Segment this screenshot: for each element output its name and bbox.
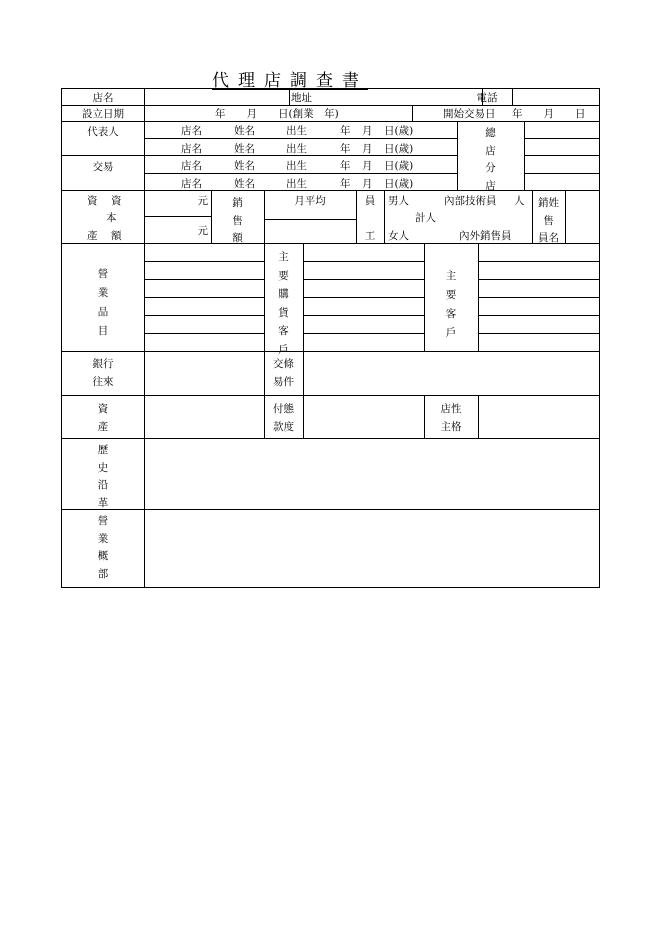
- sales-staff-name-label: 銷姓 售 員名: [538, 197, 559, 244]
- assets-label: 資 產: [97, 403, 109, 433]
- head-branch-label: 總 店 分 店: [485, 127, 496, 192]
- female-label: 女人: [388, 230, 409, 242]
- main-customers-label: 主 要 客 戶: [445, 270, 457, 339]
- outside-sales-label: 內外銷售員: [459, 230, 512, 242]
- start-trade-date-label: 開始交易日: [443, 108, 496, 120]
- assets-unit: 元: [197, 225, 208, 237]
- established-date-label: 設立日期: [82, 108, 124, 120]
- address-label: 地址: [291, 92, 312, 104]
- document-title: 代理店調查書: [212, 71, 368, 91]
- internal-tech-label: 內部技術員: [444, 195, 497, 207]
- history-label: 歷 史 沿 革: [97, 444, 109, 509]
- people-unit: 人: [514, 195, 525, 207]
- start-trade-date-value: 年 月 日: [512, 108, 586, 120]
- representative-label: 代表人: [87, 126, 119, 138]
- trade-label: 交易: [92, 161, 114, 173]
- payment-terms-label: 付態 款度: [273, 403, 294, 433]
- survey-form-table: 店名 地址 電話 設立日期 年 月 日(創業 年) 開始交易日 年 月 日 代表人 交易 店名 姓名 出生 年 月 日(歲) 店名 姓名 出生 年 月 日(歲) 店名 姓名 出生 年 月 日(歲) 店名 姓名 出生 年 月 日(歲) 總 店 分 店 資 資 本 產 額 元 元 銷 售 額 月平均 員 工 男人 內部技術員 人 計人 女人 內外銷售員 銷姓 售 員名 營 業 品 目 主 要 購 貨 客 戶 主 要 客 戶 銀行 往來 交條 易件 資 產 付態 款度 店性 主格 歷 史 沿 革 營 業 概 部: [61, 88, 600, 588]
- business-overview-label: 營 業 概 部: [97, 515, 109, 580]
- male-label: 男人: [388, 195, 409, 207]
- established-date-value: 年 月 日(創業 年): [215, 108, 339, 120]
- trade-terms-label: 交條 易件: [273, 358, 294, 388]
- capital-unit: 元: [197, 195, 208, 207]
- bank-label: 銀行 往來: [92, 358, 114, 388]
- monthly-average-label: 月平均: [294, 195, 326, 207]
- phone-label: 電話: [476, 92, 498, 104]
- store-owner-label: 店性 主格: [440, 403, 462, 433]
- sales-label: 銷 售 額: [232, 197, 243, 244]
- store-name-label: 店名: [92, 92, 114, 104]
- main-suppliers-label: 主 要 購 貨 客 戶: [278, 251, 289, 356]
- business-items-label: 營 業 品 目: [97, 268, 109, 337]
- total-people-label: 計人: [415, 212, 436, 224]
- staff-label: 員: [364, 195, 376, 207]
